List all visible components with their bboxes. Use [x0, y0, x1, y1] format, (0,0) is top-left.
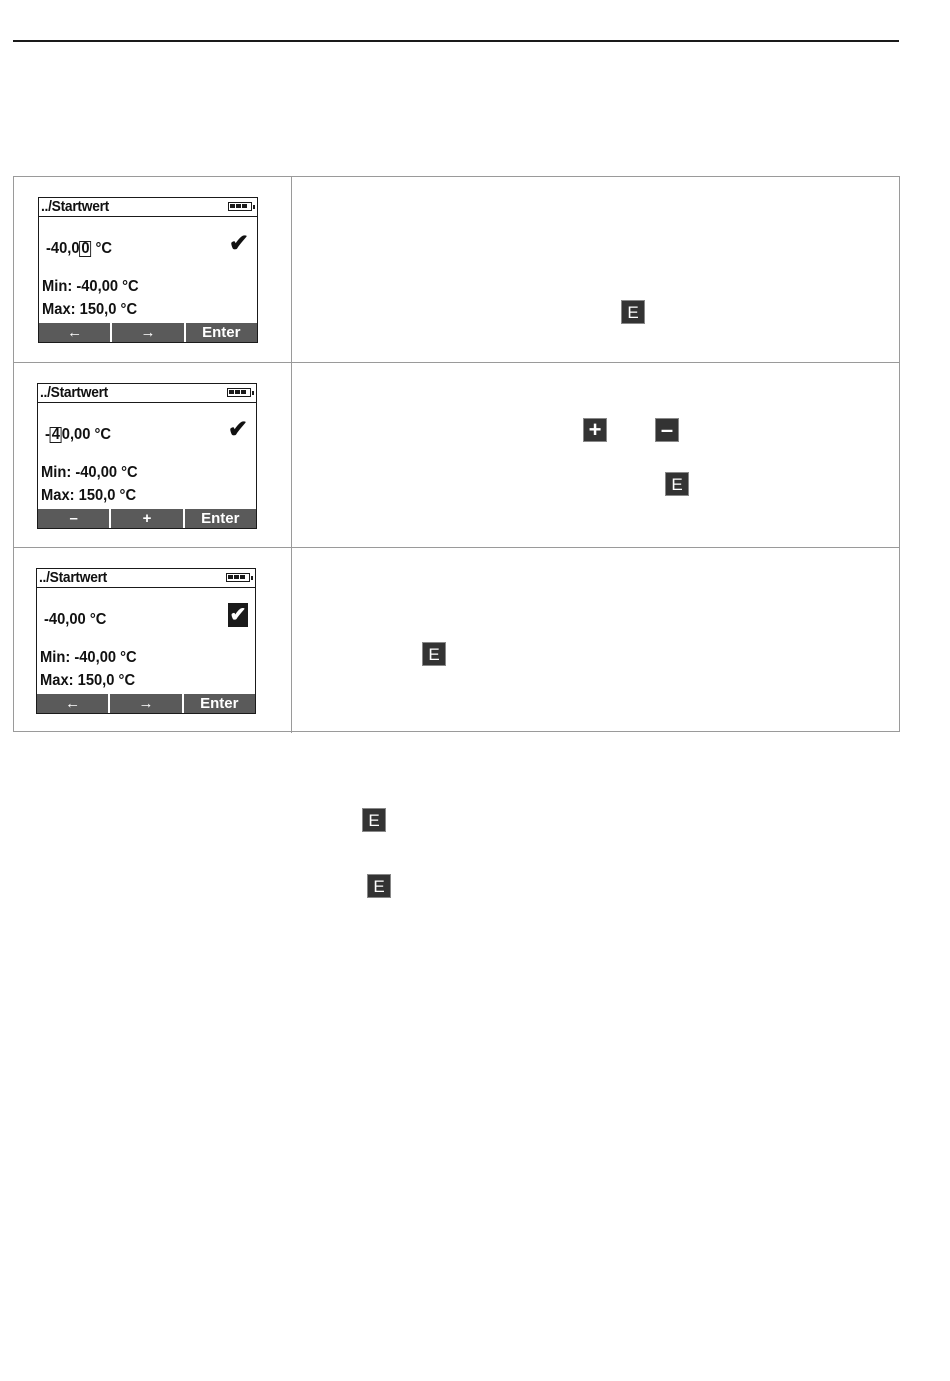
enter-key-icon: E	[367, 874, 391, 898]
lcd-header	[38, 384, 256, 403]
top-rule	[13, 40, 899, 42]
softkey-right-arrow[interactable]: →	[112, 323, 185, 342]
column-divider	[291, 548, 292, 733]
softkey-bar	[38, 509, 256, 528]
softkey-bar	[39, 323, 257, 342]
edit-cursor: 4	[51, 426, 60, 443]
check-icon: ✔	[228, 230, 249, 257]
lcd-screen-1	[38, 197, 258, 343]
softkey-enter[interactable]: Enter	[185, 509, 256, 528]
enter-key-icon: E	[422, 642, 446, 666]
lcd-screen-2	[37, 383, 257, 529]
softkey-left-arrow[interactable]: ←	[37, 694, 110, 713]
lcd-title: ../Startwert	[40, 384, 109, 401]
check-icon: ✔	[227, 416, 248, 443]
checked-checkbox-icon: ✔	[229, 604, 247, 626]
lcd-min: Min: -40,00 °C	[40, 649, 137, 666]
lcd-min: Min: -40,00 °C	[41, 464, 138, 481]
softkey-enter[interactable]: Enter	[186, 323, 257, 342]
softkey-minus[interactable]: –	[38, 509, 111, 528]
softkey-plus[interactable]: +	[111, 509, 184, 528]
softkey-enter[interactable]: Enter	[184, 694, 255, 713]
plus-key-icon: +	[583, 418, 607, 442]
softkey-right-arrow[interactable]: →	[110, 694, 183, 713]
softkey-left-arrow[interactable]: ←	[39, 323, 112, 342]
lcd-screen-3	[36, 568, 256, 714]
lcd-min: Min: -40,00 °C	[42, 278, 139, 295]
enter-key-icon: E	[621, 300, 645, 324]
lcd-title: ../Startwert	[41, 198, 110, 215]
lcd-value: - 4 0,00 °C	[45, 426, 112, 443]
lcd-max: Max: 150,0 °C	[40, 672, 136, 689]
lcd-value: -40,0 0 °C	[46, 240, 113, 257]
battery-icon	[227, 388, 251, 397]
enter-key-icon: E	[362, 808, 386, 832]
battery-icon	[226, 573, 250, 582]
softkey-bar	[37, 694, 255, 713]
lcd-max: Max: 150,0 °C	[41, 487, 137, 504]
column-divider	[291, 177, 292, 362]
lcd-max: Max: 150,0 °C	[42, 301, 138, 318]
step-row-1	[14, 177, 899, 362]
battery-icon	[228, 202, 252, 211]
lcd-header	[37, 569, 255, 588]
column-divider	[291, 363, 292, 548]
step-row-3	[14, 547, 899, 733]
step-row-2	[14, 362, 899, 548]
lcd-header	[39, 198, 257, 217]
lcd-value: -40,00 °C	[44, 611, 107, 628]
lcd-title: ../Startwert	[39, 569, 108, 586]
edit-cursor: 0	[81, 240, 90, 257]
minus-key-icon: –	[655, 418, 679, 442]
enter-key-icon: E	[665, 472, 689, 496]
steps-table	[13, 176, 900, 732]
